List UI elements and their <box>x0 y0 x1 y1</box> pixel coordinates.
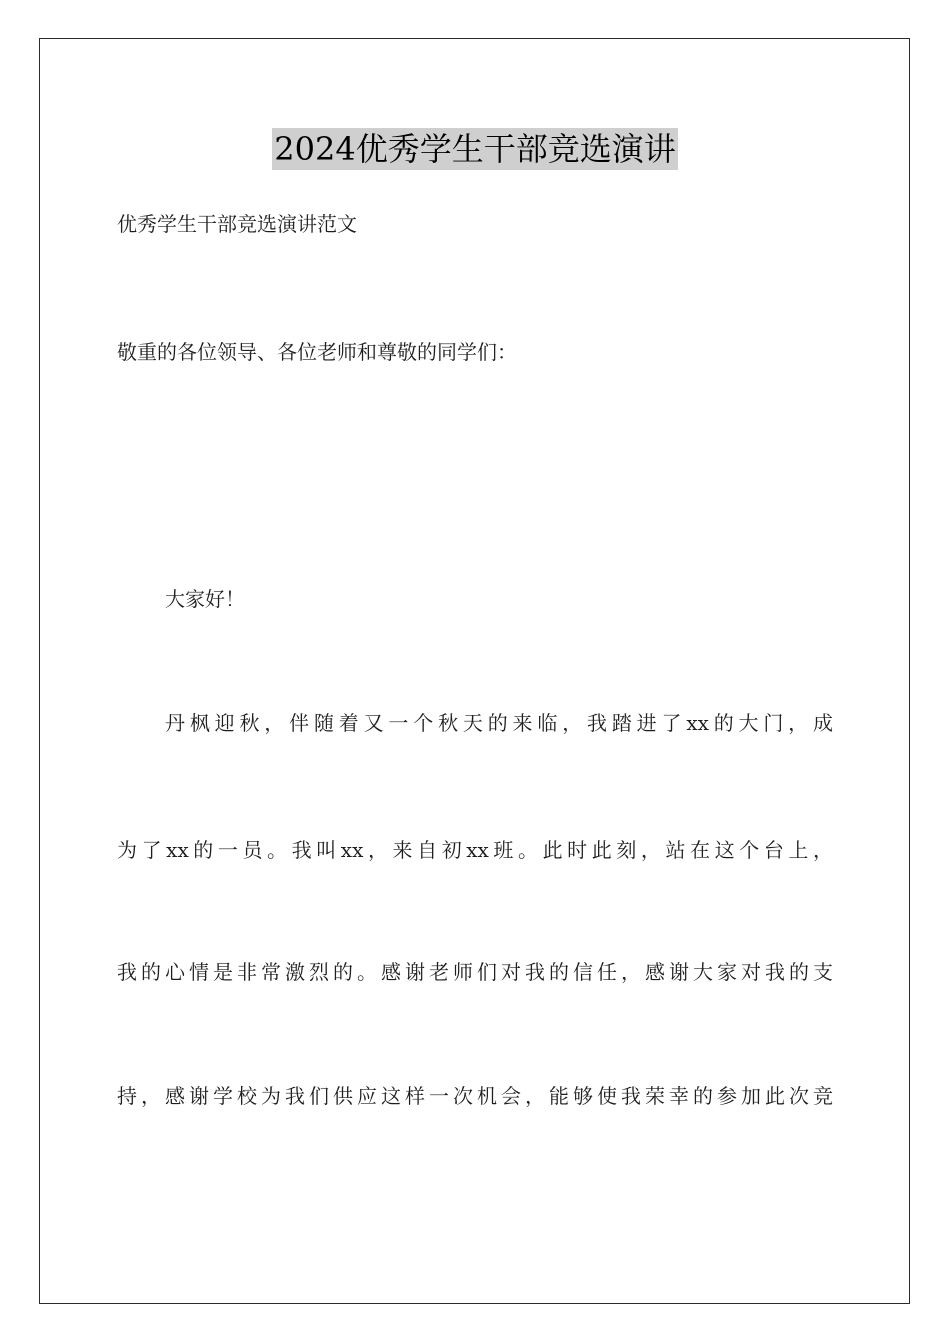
body-line: 为了xx的一员。我叫xx，来自初xx班。此时此刻，站在这个台上， <box>117 838 833 862</box>
document-subtitle: 优秀学生干部竞选演讲范文 <box>117 212 357 236</box>
body-line: 我的心情是非常激烈的。感谢老师们对我的信任，感谢大家对我的支 <box>117 960 833 984</box>
salutation: 敬重的各位领导、各位老师和尊敬的同学们： <box>117 340 517 364</box>
body-line: 持，感谢学校为我们供应这样一次机会，能够使我荣幸的参加此次竞 <box>117 1084 833 1108</box>
title-container <box>0 128 950 170</box>
greeting: 大家好！ <box>165 587 245 611</box>
document-title: 2024优秀学生干部竞选演讲 <box>274 130 676 168</box>
body-line: 丹枫迎秋，伴随着又一个秋天的来临，我踏进了xx的大门，成 <box>165 711 833 735</box>
